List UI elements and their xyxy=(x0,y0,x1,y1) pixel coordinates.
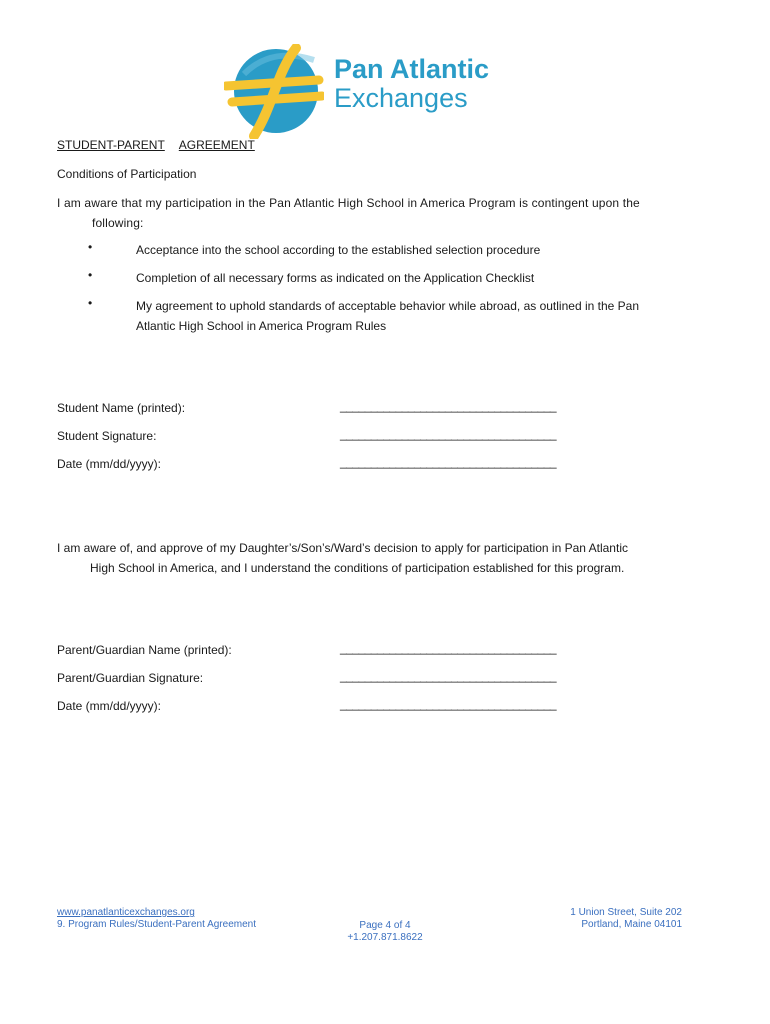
student-name-line[interactable]: ___________________________________ xyxy=(340,399,557,413)
heading-part2: AGREEMENT xyxy=(178,138,255,152)
approval-line2: High School in America, and I understand the conditions of participation established for this program. xyxy=(90,561,625,575)
bullet-text-line: Completion of all necessary forms as indicated on the Application Checklist xyxy=(136,271,535,285)
student-signature-line[interactable]: ___________________________________ xyxy=(340,427,557,441)
logo-globe-icon xyxy=(224,44,324,139)
footer-right xyxy=(520,907,682,931)
student-signature-label: Student Signature: xyxy=(57,429,157,443)
student-date-label: Date (mm/dd/yyyy): xyxy=(57,457,162,471)
bullet-text-line: Acceptance into the school according to the established selection procedure xyxy=(136,243,541,257)
intro-paragraph xyxy=(57,193,682,233)
section-title: Conditions of Participation xyxy=(57,167,197,181)
footer-center xyxy=(330,920,440,944)
bullet-item xyxy=(136,268,686,288)
bullet-text-line: Atlantic High School in America Program Rules xyxy=(136,319,387,333)
footer-left xyxy=(57,907,256,931)
parent-name-line[interactable]: ___________________________________ xyxy=(340,641,557,655)
parent-date-label: Date (mm/dd/yyyy): xyxy=(57,699,162,713)
bullet-text-line: My agreement to uphold standards of acceptable behavior while abroad, as outlined in the Pan xyxy=(136,299,639,313)
pan-atlantic-logo xyxy=(224,44,524,139)
bullet-marker: • xyxy=(88,296,93,310)
intro-line1: I am aware that my participation in the Pan Atlantic High School in America Program is contingent upon the xyxy=(57,196,640,210)
page-number: Page 4 of 4 xyxy=(359,920,411,931)
agreement-heading xyxy=(57,138,255,152)
parent-signature-line[interactable]: ___________________________________ xyxy=(340,669,557,683)
bullet-marker: • xyxy=(88,240,93,254)
bullet-marker: • xyxy=(88,268,93,282)
footer-address-line2: Portland, Maine 04101 xyxy=(581,919,682,930)
footer-address-line1: 1 Union Street, Suite 202 xyxy=(570,907,682,918)
parent-signature-label: Parent/Guardian Signature: xyxy=(57,671,204,685)
student-name-label: Student Name (printed): xyxy=(57,401,186,415)
logo-title-line2: Exchanges xyxy=(334,83,468,113)
parent-name-label: Parent/Guardian Name (printed): xyxy=(57,643,232,657)
approval-line1: I am aware of, and approve of my Daughter’s/Son’s/Ward’s decision to apply for participation in Pan Atlantic xyxy=(57,541,628,555)
bullet-item xyxy=(136,296,686,336)
logo-title-line1: Pan Atlantic xyxy=(334,54,490,84)
intro-line2: following: xyxy=(92,216,144,230)
bullet-item xyxy=(136,240,686,260)
approval-paragraph xyxy=(57,538,687,578)
footer-phone: +1.207.871.8622 xyxy=(347,932,423,943)
student-date-line[interactable]: ___________________________________ xyxy=(340,455,557,469)
heading-part1: STUDENT-PARENT xyxy=(57,138,165,152)
parent-date-line[interactable]: ___________________________________ xyxy=(340,697,557,711)
website-link[interactable]: www.panatlanticexchanges.org xyxy=(57,907,195,918)
footer-doc-title: 9. Program Rules/Student-Parent Agreement xyxy=(57,919,256,930)
